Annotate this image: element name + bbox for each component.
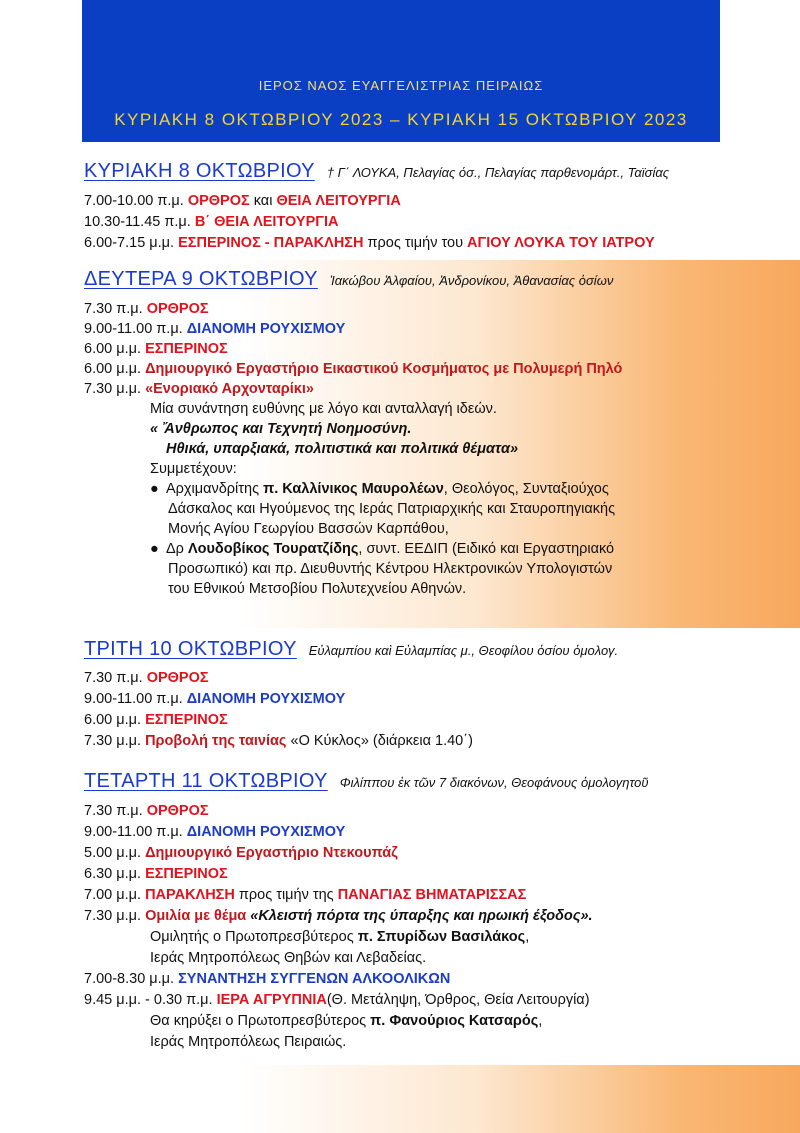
time: 6.00 μ.μ. (84, 712, 142, 728)
service-name: ΟΡΘΡΟΣ (187, 193, 250, 209)
day-header (84, 268, 790, 294)
saint-name: ΑΓΙΟΥ ΛΟΥΚΑ ΤΟΥ ΙΑΤΡΟΥ (467, 235, 655, 251)
time: 9.00-11.00 π.μ. (84, 691, 183, 707)
topic-line: « Ἄνθρωπος και Τεχνητή Νοημοσύνη. (150, 421, 412, 437)
participant-details-line: Δάσκαλος και Ηγούμενος της Ιεράς Πατριαρχικής και Σταυροπηγιακής (168, 501, 616, 517)
connector-text: προς τιμήν του (367, 235, 463, 251)
saints-of-day: † Γ΄ ΛΟΥΚΑ, Πελαγίας όσ., Πελαγίας παρθενομάρτ., Ταϊσίας (326, 165, 670, 180)
service-name: ΘΕΙΑ ΛΕΙΤΟΥΡΓΙΑ (276, 193, 401, 209)
service-name: ΟΡΘΡΟΣ (146, 670, 209, 686)
schedule-item (84, 668, 790, 689)
participant-name: π. Καλλίνικος Μαυρολέων (263, 481, 444, 497)
day-wednesday (84, 770, 790, 1053)
preacher-name: π. Φανούριος Κατσαρός (370, 1013, 539, 1029)
schedule-item (84, 906, 790, 927)
time: 9.00-11.00 π.μ. (84, 824, 183, 840)
service-details: (Θ. Μετάληψη, Όρθρος, Θεία Λειτουργία) (326, 992, 590, 1008)
schedule-item (84, 379, 790, 399)
participant-details-line: Μονής Αγίου Γεωργίου Βασσών Καρπάθου, (168, 521, 449, 537)
service-name: ΙΕΡΑ ΑΓΡΥΠΝΙΑ (216, 992, 327, 1008)
saints-of-day: Φιλίππου ἐκ τῶν 7 διακόνων, Θεοφάνους ὁμολογητοῦ (339, 775, 649, 790)
time: 7.30 μ.μ. (84, 733, 142, 749)
time: 6.30 μ.μ. (84, 866, 142, 882)
schedule-item (84, 822, 790, 843)
saints-of-day: Ἰακώβου Ἀλφαίου, Ἀνδρονίκου, Ἀθανασίας ὁσίων (329, 273, 614, 288)
day-sunday (84, 160, 790, 254)
preacher-line (84, 1011, 790, 1032)
participant-details-line: του Εθνικού Μετσοβίου Πολυτεχνείου Αθηνών. (168, 581, 467, 597)
participant-title: Δρ (166, 541, 184, 557)
participant-item (84, 539, 790, 559)
church-name: ΙΕΡΟΣ ΝΑΟΣ ΕΥΑΓΓΕΛΙΣΤΡΙΑΣ ΠΕΙΡΑΙΩΣ (258, 78, 544, 93)
service-name: ΕΣΠΕΡΙΝΟΣ (145, 712, 228, 728)
time: 7.30 π.μ. (84, 670, 143, 686)
header-banner (82, 0, 720, 142)
time: 7.30 π.μ. (84, 803, 143, 819)
schedule-item (84, 864, 790, 885)
schedule-item (84, 299, 790, 319)
time: 7.30 μ.μ. (84, 381, 142, 397)
time: 5.00 μ.μ. (84, 845, 142, 861)
service-name: ΕΣΠΕΡΙΝΟΣ (145, 341, 228, 357)
event-name: ΣΥΝΑΝΤΗΣΗ ΣΥΓΓΕΝΩΝ ΑΛΚΟΟΛΙΚΩΝ (178, 971, 451, 987)
time: 10.30-11.45 π.μ. (84, 214, 191, 230)
day-title: ΤΡΙΤΗ 10 ΟΚΤΩΒΡΙΟΥ (84, 638, 297, 660)
participant-details: , συντ. ΕΕΔΙΠ (Ειδικό και Εργαστηριακό (358, 541, 615, 557)
film-info: «Ο Κύκλος» (διάρκεια 1.40΄) (290, 733, 473, 749)
speaker-diocese: Ιεράς Μητροπόλεως Θηβών και Λεβαδείας. (150, 950, 427, 966)
connector-text: προς τιμήν της (238, 887, 334, 903)
participant-item (84, 479, 790, 499)
participants-label: Συμμετέχουν: (150, 461, 237, 477)
preacher-title: Θα κηρύξει ο Πρωτοπρεσβύτερος (150, 1013, 367, 1029)
day-tuesday (84, 638, 790, 752)
schedule-item (84, 990, 790, 1011)
schedule-item (84, 801, 790, 822)
time: 9.00-11.00 π.μ. (84, 321, 183, 337)
schedule-item (84, 885, 790, 906)
event-name: ΔΙΑΝΟΜΗ ΡΟΥΧΙΣΜΟΥ (186, 321, 346, 337)
schedule-item (84, 319, 790, 339)
time: 7.00-8.30 μ.μ. (84, 971, 175, 987)
event-name: Δημιουργικό Εργαστήριο Εικαστικού Κοσμήματος με Πολυμερή Πηλό (145, 361, 623, 377)
day-header (84, 160, 790, 186)
speaker-title: Ομιλητής ο Πρωτοπρεσβύτερος (150, 929, 354, 945)
service-name: ΟΡΘΡΟΣ (146, 301, 209, 317)
bullet-icon: ● (150, 541, 159, 557)
event-description: Μία συνάντηση ευθύνης με λόγο και ανταλλαγή ιδεών. (150, 401, 497, 417)
date-range: ΚΥΡΙΑΚΗ 8 ΟΚΤΩΒΡΙΟΥ 2023 – ΚΥΡΙΑΚΗ 15 ΟΚΤΩΒΡΙΟΥ 2023 (114, 110, 688, 129)
service-name: Β΄ ΘΕΙΑ ΛΕΙΤΟΥΡΓΙΑ (194, 214, 339, 230)
service-name: ΕΣΠΕΡΙΝΟΣ - ΠΑΡΑΚΛΗΣΗ (178, 235, 364, 251)
talk-title: «Κλειστή πόρτα της ύπαρξης και ηρωική έξοδος». (250, 908, 593, 924)
time: 7.30 μ.μ. (84, 908, 142, 924)
event-name: «Ενοριακό Αρχονταρίκι» (145, 381, 314, 397)
service-name: ΕΣΠΕΡΙΝΟΣ (145, 866, 228, 882)
saints-of-day: Εὐλαμπίου καὶ Εὐλαμπίας μ., Θεοφίλου ὁσίου ὁμολογ. (308, 643, 619, 658)
day-title: ΔΕΥΤΕΡΑ 9 ΟΚΤΩΒΡΙΟΥ (84, 268, 318, 290)
schedule-item (84, 710, 790, 731)
time: 6.00 μ.μ. (84, 361, 142, 377)
time: 7.30 π.μ. (84, 301, 143, 317)
day-header (84, 638, 790, 664)
topic-line: Ηθικά, υπαρξιακά, πολιτιστικά και πολιτικά θέματα» (166, 441, 519, 457)
day-monday (84, 268, 790, 599)
punctuation: , (525, 929, 530, 945)
schedule-item (84, 731, 790, 752)
participant-details: , Θεολόγος, Συνταξιούχος (443, 481, 609, 497)
punctuation: , (538, 1013, 543, 1029)
service-name: ΠΑΡΑΚΛΗΣΗ (145, 887, 235, 903)
schedule-item (84, 212, 790, 233)
time: 6.00-7.15 μ.μ. (84, 235, 175, 251)
preacher-diocese: Ιεράς Μητροπόλεως Πειραιώς. (150, 1034, 347, 1050)
schedule-item (84, 233, 790, 254)
participant-title: Αρχιμανδρίτης (166, 481, 260, 497)
bullet-icon: ● (150, 481, 159, 497)
participant-details-line: Προσωπικό) και πρ. Διευθυντής Κέντρου Ηλεκτρονικών Υπολογιστών (168, 561, 613, 577)
schedule-item (84, 843, 790, 864)
day-header (84, 770, 790, 796)
speaker-name: π. Σπυρίδων Βασιλάκος (357, 929, 526, 945)
conjunction: και (253, 193, 273, 209)
service-name: ΟΡΘΡΟΣ (146, 803, 209, 819)
speaker-line (84, 927, 790, 948)
event-name: Ομιλία με θέμα (145, 908, 247, 924)
event-name: ΔΙΑΝΟΜΗ ΡΟΥΧΙΣΜΟΥ (186, 824, 346, 840)
time: 7.00-10.00 π.μ. (84, 193, 184, 209)
day-title: ΤΕΤΑΡΤΗ 11 ΟΚΤΩΒΡΙΟΥ (84, 770, 328, 792)
time: 6.00 μ.μ. (84, 341, 142, 357)
schedule-item (84, 359, 790, 379)
schedule-item (84, 969, 790, 990)
time: 9.45 μ.μ. - 0.30 π.μ. (84, 992, 213, 1008)
time: 7.00 μ.μ. (84, 887, 142, 903)
participant-name: Λουδοβίκος Τουρατζίδης (187, 541, 359, 557)
event-name: Δημιουργικό Εργαστήριο Ντεκουπάζ (145, 845, 398, 861)
day-title: ΚΥΡΙΑΚΗ 8 ΟΚΤΩΒΡΙΟΥ (84, 160, 315, 182)
event-name: ΔΙΑΝΟΜΗ ΡΟΥΧΙΣΜΟΥ (186, 691, 346, 707)
schedule-item (84, 339, 790, 359)
event-name: Προβολή της ταινίας (145, 733, 287, 749)
saint-name: ΠΑΝΑΓΙΑΣ ΒΗΜΑΤΑΡΙΣΣΑΣ (337, 887, 527, 903)
schedule-item (84, 191, 790, 212)
schedule-item (84, 689, 790, 710)
